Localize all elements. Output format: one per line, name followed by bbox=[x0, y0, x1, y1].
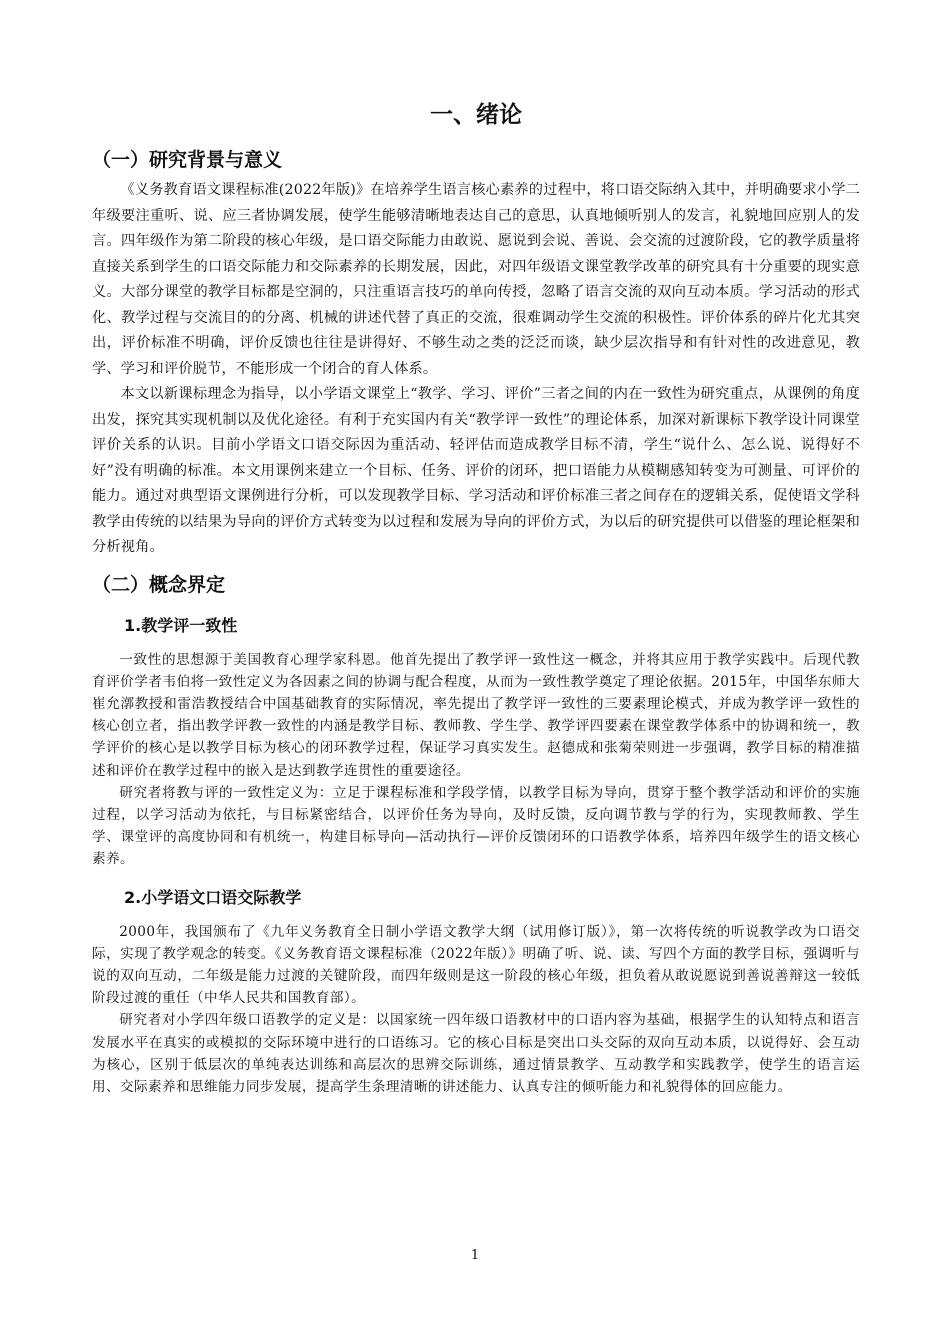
subsection-title-consistency: 1.教学评一致性 bbox=[124, 615, 238, 635]
paragraph-consistency-2: 研究者将教与评的一致性定义为：立足于课程标准和学段学情，以教学目标为导向，贯穿于整个教学活动和评价的实施过程，以学习活动为依托，与目标紧密结合，以评价任务为导向，及时反馈，反向调节教与学的行为，实现教师教、学生学、课堂评的高度协同和有机统一，构建目标导向—活动执行—评价反馈闭环的口语教学体系，培养四年级学生的语文核心素养。 bbox=[92, 784, 860, 868]
paragraph-oral-1: 2000年，我国颁布了《九年义务教育全日制小学语文教学大纲（试用修订版）》，第一次将传统的听说教学改为口语交际，实现了教学观念的转变。《义务教育语文课程标准（2022年版）》明确了听、说、读、写四个方面的教学目标，强调听与说的双向互动，二年级是能力过渡的关键阶段，而四年级则是这一阶段的核心年级，担负着从敢说愿说到善说善辩这一较低阶段过渡的重任（中华人民共和国教育部）。 bbox=[92, 923, 860, 1007]
subsection-title-oral-communication: 2.小学语文口语交际教学 bbox=[124, 887, 302, 907]
paragraph-consistency-1: 一致性的思想源于美国教育心理学家科恩。他首先提出了教学评一致性这一概念，并将其应用于教学实践中。后现代教育评价学者韦伯将一致性定义为各因素之间的协调与配合程度，从而为一致性教学奠定了理论依据。2015年，中国华东师大崔允漷教授和雷浩教授结合中国基础教育的实际情况，率先提出了教学评一致性的三要素理论模式，并成为教学评一致性的核心创立者，指出教学评教一致性的内涵是教学目标、教师教、学生学、教学评四要素在课堂教学体系中的协调和统一，教学评价的核心是以教学目标为核心的闭环教学过程，保证学习真实发生。赵德成和张菊荣则进一步强调，教学目标的精准描述和评价在教学过程中的嵌入是达到教学连贯性的重要途径。 bbox=[92, 651, 860, 779]
page-content bbox=[92, 98, 860, 1098]
paragraph-oral-2: 研究者对小学四年级口语教学的定义是：以国家统一四年级口语教材中的口语内容为基础，根据学生的认知特点和语言发展水平在真实的或模拟的交际环境中进行的口语练习。它的核心目标是突出口头交际的双向互动本质，以说得好、会互动为核心，区别于低层次的单纯表达训练和高层次的思辨交际训练，通过情景教学、互动教学和实践教学，使学生的语言运用、交际素养和思维能力同步发展，提高学生条理清晰的讲述能力、认真专注的倾听能力和礼貌得体的回应能力。 bbox=[92, 1012, 860, 1095]
paragraph-background-1: 《义务教育语文课程标准(2022年版)》在培养学生语言核心素养的过程中，将口语交际纳入其中，并明确要求小学二年级要注重听、说、应三者协调发展，使学生能够清晰地表达自己的意思，认真地倾听别人的发言，礼貌地回应别人的发言。四年级作为第二阶段的核心年级，是口语交际能力由敢说、愿说到会说、善说、会交流的过渡阶段，它的教学质量将直接关系到学生的口语交际能力和交际素养的长期发展，因此，对四年级语文课堂教学改革的研究具有十分重要的现实意义。大部分课堂的教学目标都是空洞的，只注重语言技巧的单向传授，忽略了语言交流的双向互动本质。学习活动的形式化、教学过程与交流目的的分离、机械的讲述代替了真正的交流，很难调动学生交流的积极性。评价体系的碎片化尤其突出，评价标准不明确，评价反馈也往往是讲得好、不够生动之类的泛泛而谈，缺少层次指导和有针对性的改进意见，教学、学习和评价脱节，不能形成一个闭合的育人体系。 bbox=[92, 182, 860, 377]
page-number: 1 bbox=[470, 1248, 480, 1263]
section-title-definitions: （二）概念界定 bbox=[92, 573, 226, 596]
paragraph-background-2: 本文以新课标理念为指导，以小学语文课堂上“教学、学习、评价”三者之间的内在一致性为研究重点，从课例的角度出发，探究其实现机制以及优化途径。有利于充实国内有关“教学评一致性”的理论体系，加深对新课标下教学设计同课堂评价关系的认识。目前小学语文口语交际因为重活动、轻评估而造成教学目标不清，学生“说什么、怎么说、说得好不好”没有明确的标准。本文用课例来建立一个目标、任务、评价的闭环，把口语能力从模糊感知转变为可测量、可评价的能力。通过对典型语文课例进行分析，可以发现教学目标、学习活动和评价标准三者之间存在的逻辑关系，促使语文学科教学由传统的以结果为导向的评价方式转变为以过程和发展为导向的评价方式，为以后的研究提供可以借鉴的理论框架和分析视角。 bbox=[92, 386, 860, 555]
chapter-title: 一、绪论 bbox=[430, 102, 522, 128]
section-title-background: （一）研究背景与意义 bbox=[92, 149, 283, 171]
